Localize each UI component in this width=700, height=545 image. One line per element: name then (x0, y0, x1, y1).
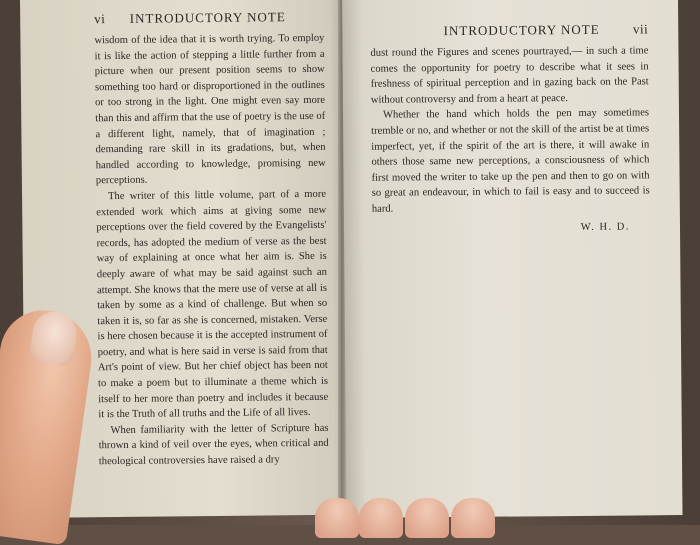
right-running-head (370, 21, 648, 39)
finger (315, 498, 359, 538)
right-folio: vii (632, 21, 649, 37)
finger (405, 498, 449, 538)
finger (451, 498, 495, 538)
left-folio: vi (94, 11, 106, 27)
finger (359, 498, 403, 538)
right-page (342, 0, 683, 518)
left-running-title: INTRODUCTORY NOTE (129, 9, 286, 26)
left-paragraph: The writer of this little volume, part of a more extended work which aims at giving some new perceptions over the field covered by the Evangelists' records, has adopted the medium of verse as the best way of explaining at once what her aim is. She is deeply aware of what may be said against such an attempt. She knows that the mere use of verse at all is taken by some as a kind of challenge. But when so taken it is, so far as she is concerned, mistaken. Verse is here chosen because it is the accepted instrument of poetry, and what is here said in verse is said from that Art's point of view. But her chief object has been not to make a poem but to illuminate a theme which is itself to her more than poetry and includes it because it is the Truth of all truths and the Life of all lives. (96, 188, 329, 421)
left-paragraph: wisdom of the idea that it is worth trying. To employ it is like the action of stepping a little further from a picture when our present position seems to show something too hard or disproportioned in the outlines or too strong in the light. One might even say more than this and affirm that the use of poetry is the use of a different light, namely, that of imagination ; demanding rare skill in its gradations, but, when handled according to knowledge, promising new perceptions. (94, 32, 326, 187)
right-paragraph: dust round the Figures and scenes pourtrayed,— in such a time comes the opportunity for poetry to describe what it sees in freshness of spiritual perception and in gazing back on the Past without controversy and from a heart at peace. (370, 45, 649, 106)
bottom-fingers (315, 490, 505, 530)
left-running-head (94, 9, 324, 27)
left-paragraph: When familiarity with the letter of Scripture has thrown a kind of veil over the eyes, when critical and theological controversies have raised a dry (98, 422, 329, 468)
left-body-text (94, 31, 329, 470)
right-body-text (370, 43, 649, 217)
signature: W. H. D. (580, 221, 631, 233)
right-paragraph: Whether the hand which holds the pen may sometimes tremble or no, and whether or not the skill of the artist be at times imperfect, yet, if the spirit of the art is there, it will awake in others those same new perceptions, a consciousness of which first moved the writer to take up the pen and then to go on with so great an endeavour, in which to fail is easy and to succeed is hard. (371, 107, 650, 215)
right-running-title: INTRODUCTORY NOTE (443, 21, 600, 39)
